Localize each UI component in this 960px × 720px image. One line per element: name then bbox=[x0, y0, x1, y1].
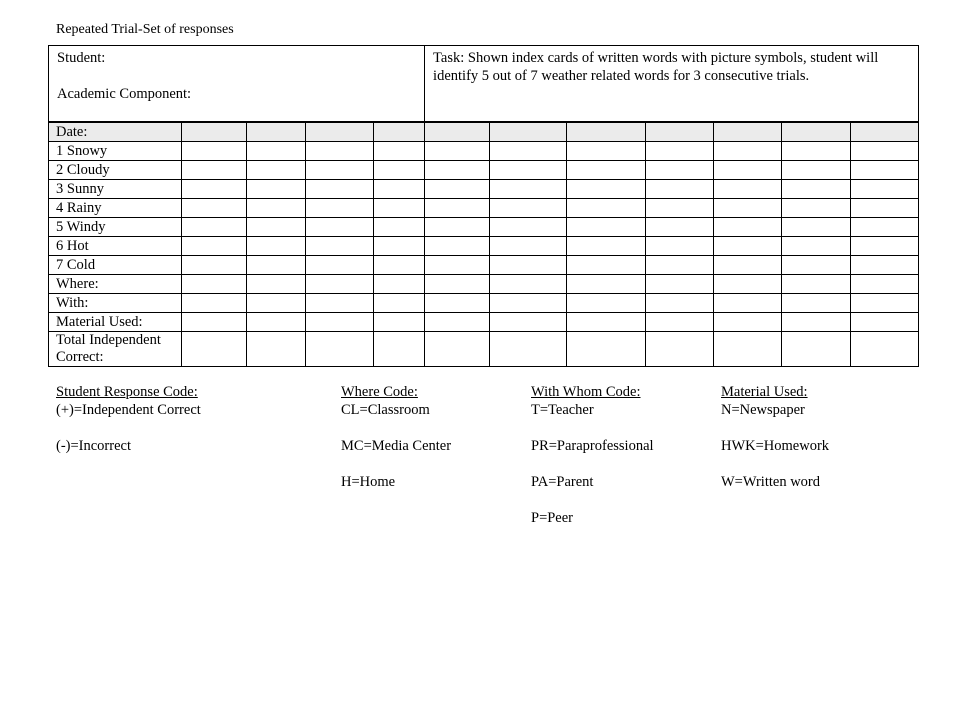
response-cell[interactable] bbox=[851, 180, 919, 199]
response-cell[interactable] bbox=[646, 199, 714, 218]
legend-item: N=Newspaper bbox=[721, 402, 805, 418]
table-row bbox=[49, 313, 919, 332]
response-cell[interactable] bbox=[851, 275, 919, 294]
response-cell[interactable] bbox=[425, 275, 490, 294]
response-cell[interactable] bbox=[851, 237, 919, 256]
response-cell[interactable] bbox=[490, 294, 567, 313]
row-label: 2 Cloudy bbox=[49, 161, 182, 180]
response-cell[interactable] bbox=[567, 122, 646, 142]
response-cell[interactable] bbox=[646, 313, 714, 332]
student-label: Student: bbox=[57, 50, 106, 66]
response-cell[interactable] bbox=[490, 161, 567, 180]
response-cell[interactable] bbox=[714, 275, 782, 294]
response-cell[interactable] bbox=[851, 199, 919, 218]
legend-item: CL=Classroom bbox=[341, 402, 430, 418]
response-cell[interactable] bbox=[374, 180, 425, 199]
row-label: 1 Snowy bbox=[49, 142, 182, 161]
legend-item: T=Teacher bbox=[531, 402, 594, 418]
response-cell[interactable] bbox=[247, 180, 306, 199]
table-row bbox=[49, 199, 919, 218]
response-cell[interactable] bbox=[182, 237, 247, 256]
table-row bbox=[49, 256, 919, 275]
response-cell[interactable] bbox=[567, 256, 646, 275]
legend-item: PR=Paraprofessional bbox=[531, 438, 654, 454]
legend-item: MC=Media Center bbox=[341, 438, 452, 454]
row-label: 3 Sunny bbox=[49, 180, 182, 199]
response-cell[interactable] bbox=[306, 332, 374, 367]
task-cell bbox=[425, 46, 919, 123]
response-cell[interactable] bbox=[567, 142, 646, 161]
response-cell[interactable] bbox=[490, 313, 567, 332]
trial-data-table bbox=[48, 45, 919, 367]
response-cell[interactable] bbox=[374, 332, 425, 367]
response-cell[interactable] bbox=[567, 161, 646, 180]
response-cell[interactable] bbox=[306, 256, 374, 275]
response-cell[interactable] bbox=[714, 313, 782, 332]
legend-item: W=Written word bbox=[721, 474, 820, 490]
response-cell[interactable] bbox=[851, 294, 919, 313]
response-cell[interactable] bbox=[425, 199, 490, 218]
response-cell[interactable] bbox=[306, 237, 374, 256]
response-cell[interactable] bbox=[374, 199, 425, 218]
response-cell[interactable] bbox=[247, 199, 306, 218]
table-row bbox=[49, 218, 919, 237]
response-cell[interactable] bbox=[646, 142, 714, 161]
response-cell[interactable] bbox=[374, 161, 425, 180]
response-cell[interactable] bbox=[646, 294, 714, 313]
legend-with-whom-code bbox=[531, 383, 654, 527]
response-cell[interactable] bbox=[490, 142, 567, 161]
response-cell[interactable] bbox=[851, 313, 919, 332]
legend-item: HWK=Homework bbox=[721, 438, 830, 454]
response-cell[interactable] bbox=[851, 256, 919, 275]
legend-heading: Material Used: bbox=[721, 384, 808, 400]
table-row bbox=[49, 294, 919, 313]
response-cell[interactable] bbox=[567, 199, 646, 218]
response-cell[interactable] bbox=[182, 275, 247, 294]
response-cell[interactable] bbox=[646, 275, 714, 294]
table-row bbox=[49, 332, 919, 367]
response-cell[interactable] bbox=[851, 332, 919, 367]
response-cell[interactable] bbox=[247, 313, 306, 332]
response-cell[interactable] bbox=[714, 122, 782, 142]
response-cell[interactable] bbox=[782, 161, 851, 180]
response-cell[interactable] bbox=[567, 313, 646, 332]
response-cell[interactable] bbox=[782, 237, 851, 256]
response-cell[interactable] bbox=[646, 180, 714, 199]
response-cell[interactable] bbox=[425, 294, 490, 313]
response-cell[interactable] bbox=[182, 161, 247, 180]
response-cell[interactable] bbox=[646, 122, 714, 142]
response-cell[interactable] bbox=[182, 142, 247, 161]
response-cell[interactable] bbox=[182, 180, 247, 199]
response-cell[interactable] bbox=[782, 122, 851, 142]
response-cell[interactable] bbox=[247, 256, 306, 275]
response-cell[interactable] bbox=[425, 256, 490, 275]
response-cell[interactable] bbox=[306, 161, 374, 180]
response-cell[interactable] bbox=[182, 199, 247, 218]
header-row bbox=[49, 46, 919, 123]
response-cell[interactable] bbox=[247, 237, 306, 256]
response-cell[interactable] bbox=[247, 218, 306, 237]
response-cell[interactable] bbox=[247, 294, 306, 313]
response-cell[interactable] bbox=[247, 161, 306, 180]
response-cell[interactable] bbox=[567, 180, 646, 199]
response-cell[interactable] bbox=[425, 142, 490, 161]
response-cell[interactable] bbox=[306, 142, 374, 161]
response-cell[interactable] bbox=[490, 332, 567, 367]
table-row bbox=[49, 161, 919, 180]
response-cell[interactable] bbox=[714, 199, 782, 218]
legend-student-response-code bbox=[56, 383, 201, 455]
academic-component-label: Academic Component: bbox=[57, 86, 192, 102]
legend-item: (+)=Independent Correct bbox=[56, 402, 201, 418]
table-row bbox=[49, 142, 919, 161]
response-cell[interactable] bbox=[182, 294, 247, 313]
response-cell[interactable] bbox=[182, 218, 247, 237]
row-label: 6 Hot bbox=[49, 237, 182, 256]
document-title: Repeated Trial-Set of responses bbox=[56, 22, 234, 37]
response-cell[interactable] bbox=[714, 332, 782, 367]
response-cell[interactable] bbox=[374, 313, 425, 332]
response-cell[interactable] bbox=[182, 122, 247, 142]
response-cell[interactable] bbox=[490, 256, 567, 275]
student-cell[interactable] bbox=[49, 46, 425, 123]
response-cell[interactable] bbox=[306, 294, 374, 313]
response-cell[interactable] bbox=[425, 218, 490, 237]
response-cell[interactable] bbox=[851, 142, 919, 161]
response-cell[interactable] bbox=[425, 180, 490, 199]
response-cell[interactable] bbox=[714, 256, 782, 275]
response-cell[interactable] bbox=[714, 237, 782, 256]
response-cell[interactable] bbox=[782, 313, 851, 332]
legend-heading: Student Response Code: bbox=[56, 384, 198, 400]
row-label: 7 Cold bbox=[49, 256, 182, 275]
response-cell[interactable] bbox=[374, 142, 425, 161]
legend-item: PA=Parent bbox=[531, 474, 594, 490]
row-label: Total Independent Correct: bbox=[49, 332, 182, 367]
legend-item: H=Home bbox=[341, 474, 396, 490]
response-cell[interactable] bbox=[782, 332, 851, 367]
table-row bbox=[49, 237, 919, 256]
response-cell[interactable] bbox=[490, 275, 567, 294]
response-cell[interactable] bbox=[714, 218, 782, 237]
table-row bbox=[49, 180, 919, 199]
response-cell[interactable] bbox=[782, 199, 851, 218]
response-cell[interactable] bbox=[646, 218, 714, 237]
response-cell[interactable] bbox=[490, 122, 567, 142]
response-cell[interactable] bbox=[714, 180, 782, 199]
legend-item: (-)=Incorrect bbox=[56, 438, 131, 454]
response-cell[interactable] bbox=[490, 199, 567, 218]
response-cell[interactable] bbox=[425, 122, 490, 142]
response-cell[interactable] bbox=[714, 161, 782, 180]
response-cell[interactable] bbox=[490, 237, 567, 256]
legend-item: P=Peer bbox=[531, 510, 574, 526]
response-cell[interactable] bbox=[306, 275, 374, 294]
response-cell[interactable] bbox=[247, 122, 306, 142]
response-cell[interactable] bbox=[374, 122, 425, 142]
legend-material-used bbox=[721, 383, 829, 491]
response-cell[interactable] bbox=[306, 199, 374, 218]
response-cell[interactable] bbox=[306, 180, 374, 199]
response-cell[interactable] bbox=[374, 256, 425, 275]
response-cell[interactable] bbox=[782, 294, 851, 313]
response-cell[interactable] bbox=[425, 237, 490, 256]
response-cell[interactable] bbox=[182, 332, 247, 367]
row-label: Material Used: bbox=[49, 313, 182, 332]
response-cell[interactable] bbox=[567, 218, 646, 237]
response-cell[interactable] bbox=[306, 122, 374, 142]
response-cell[interactable] bbox=[247, 332, 306, 367]
response-cell[interactable] bbox=[567, 275, 646, 294]
response-cell[interactable] bbox=[782, 142, 851, 161]
response-cell[interactable] bbox=[425, 313, 490, 332]
task-description: Task: Shown index cards of written words with picture symbols, student will identify 5 out of 7 weather related words for 3 consecutive trials. bbox=[433, 50, 879, 84]
response-cell[interactable] bbox=[646, 237, 714, 256]
response-cell[interactable] bbox=[567, 237, 646, 256]
response-cell[interactable] bbox=[306, 218, 374, 237]
table-row bbox=[49, 275, 919, 294]
row-label: 4 Rainy bbox=[49, 199, 182, 218]
response-cell[interactable] bbox=[306, 313, 374, 332]
response-cell[interactable] bbox=[374, 237, 425, 256]
response-cell[interactable] bbox=[182, 256, 247, 275]
response-cell[interactable] bbox=[247, 142, 306, 161]
response-cell[interactable] bbox=[646, 161, 714, 180]
response-cell[interactable] bbox=[646, 256, 714, 275]
response-cell[interactable] bbox=[374, 294, 425, 313]
response-cell[interactable] bbox=[182, 313, 247, 332]
response-cell[interactable] bbox=[714, 142, 782, 161]
legend-where-code bbox=[341, 383, 451, 491]
legend-heading: Where Code: bbox=[341, 384, 418, 400]
response-cell[interactable] bbox=[374, 275, 425, 294]
response-cell[interactable] bbox=[425, 332, 490, 367]
response-cell[interactable] bbox=[490, 218, 567, 237]
response-cell[interactable] bbox=[782, 256, 851, 275]
response-cell[interactable] bbox=[782, 180, 851, 199]
response-cell[interactable] bbox=[425, 161, 490, 180]
response-cell[interactable] bbox=[714, 294, 782, 313]
response-cell[interactable] bbox=[374, 218, 425, 237]
response-cell[interactable] bbox=[851, 122, 919, 142]
response-cell[interactable] bbox=[851, 161, 919, 180]
response-cell[interactable] bbox=[646, 332, 714, 367]
response-cell[interactable] bbox=[490, 180, 567, 199]
response-cell[interactable] bbox=[247, 275, 306, 294]
row-label: Date: bbox=[49, 122, 182, 142]
response-cell[interactable] bbox=[567, 294, 646, 313]
legend-heading: With Whom Code: bbox=[531, 384, 641, 400]
row-label: Where: bbox=[49, 275, 182, 294]
response-cell[interactable] bbox=[782, 275, 851, 294]
row-label: 5 Windy bbox=[49, 218, 182, 237]
response-cell[interactable] bbox=[782, 218, 851, 237]
row-label: With: bbox=[49, 294, 182, 313]
response-cell[interactable] bbox=[567, 332, 646, 367]
response-cell[interactable] bbox=[851, 218, 919, 237]
date-row bbox=[49, 122, 919, 142]
